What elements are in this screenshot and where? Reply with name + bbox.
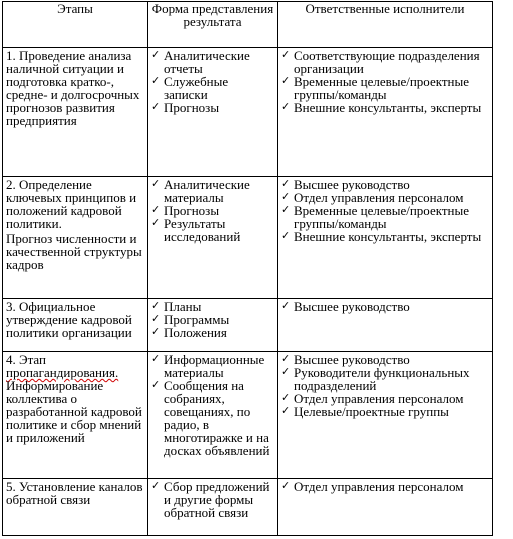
form-item: ✓ Сообщения на собраниях, совещаниях, по радио, в многотиражке и на досках объявлений — [151, 379, 274, 457]
responsible-item: ✓ Высшее руководство — [281, 300, 489, 313]
form-item: ✓ Аналитические материалы — [151, 178, 274, 204]
responsible-item: ✓ Временные целевые/проектные группы/команды — [281, 204, 489, 230]
form-item: ✓ Прогнозы — [151, 204, 274, 217]
stage-cell — [3, 479, 148, 536]
form-item: ✓ Аналитические отчеты — [151, 49, 274, 75]
table-row — [3, 352, 493, 479]
table-row — [3, 177, 493, 299]
responsible-cell — [278, 479, 493, 536]
form-item: ✓ Прогнозы — [151, 101, 274, 114]
responsible-cell — [278, 48, 493, 177]
responsible-item: ✓ Высшее руководство — [281, 178, 489, 191]
stage-text: 3. Официальное утверждение кадровой политики организации — [6, 299, 132, 340]
form-cell — [148, 479, 278, 536]
form-cell — [148, 299, 278, 352]
stage-text: 1. Проведение анализа наличной ситуации и подготовка кратко-, средне- и долгосрочных прогнозов развития предприятия — [6, 48, 140, 128]
stages-table — [2, 1, 493, 536]
spellcheck-word: пропагандирования. — [6, 365, 119, 380]
table-row — [3, 479, 493, 536]
header-responsible: Ответственные исполнители — [278, 2, 493, 48]
responsible-cell — [278, 177, 493, 299]
responsible-item: ✓ Соответствующие подразделения организации — [281, 49, 489, 75]
form-item: ✓ Информационные материалы — [151, 353, 274, 379]
table-header-row — [3, 2, 493, 48]
form-item: ✓ Положения — [151, 326, 274, 339]
responsible-cell — [278, 352, 493, 479]
responsible-item: ✓ Отдел управления персоналом — [281, 480, 489, 493]
stage-cell — [3, 352, 148, 479]
form-cell — [148, 352, 278, 479]
responsible-item: ✓ Высшее руководство — [281, 353, 489, 366]
stage-cell — [3, 48, 148, 177]
stage-cell — [3, 177, 148, 299]
header-form: Форма представления результата — [148, 2, 278, 48]
form-item: ✓ Результаты исследований — [151, 217, 274, 243]
table-row — [3, 48, 493, 177]
form-item: ✓ Планы — [151, 300, 274, 313]
header-stages: Этапы — [3, 2, 148, 48]
stage-text: 2. Определение ключевых принципов и положений кадровой политики. — [6, 177, 137, 231]
form-cell — [148, 177, 278, 299]
stage-prefix: 4. Этап — [6, 352, 46, 367]
stage-text — [6, 353, 144, 444]
responsible-item: ✓ Отдел управления персоналом — [281, 392, 489, 405]
responsible-item: ✓ Внешние консультанты, эксперты — [281, 230, 489, 243]
form-item: ✓ Служебные записки — [151, 75, 274, 101]
form-item: ✓ Программы — [151, 313, 274, 326]
form-cell — [148, 48, 278, 177]
responsible-item: ✓ Внешние консультанты, эксперты — [281, 101, 489, 114]
stage-rest: Информирование коллектива о разработанной кадровой политике и сбор мнений и приложений — [6, 378, 142, 445]
form-item: ✓ Сбор предложений и другие формы обратной связи — [151, 480, 274, 519]
responsible-item: ✓ Отдел управления персоналом — [281, 191, 489, 204]
table-row — [3, 299, 493, 352]
responsible-item: ✓ Целевые/проектные группы — [281, 405, 489, 418]
stage-text: 5. Установление каналов обратной связи — [6, 479, 143, 507]
responsible-item: ✓ Временные целевые/проектные группы/команды — [281, 75, 489, 101]
stage-cell — [3, 299, 148, 352]
stage-extra-text: Прогноз численности и качественной структуры кадров — [6, 231, 142, 272]
responsible-item: ✓ Руководители функциональных подразделений — [281, 366, 489, 392]
responsible-cell — [278, 299, 493, 352]
